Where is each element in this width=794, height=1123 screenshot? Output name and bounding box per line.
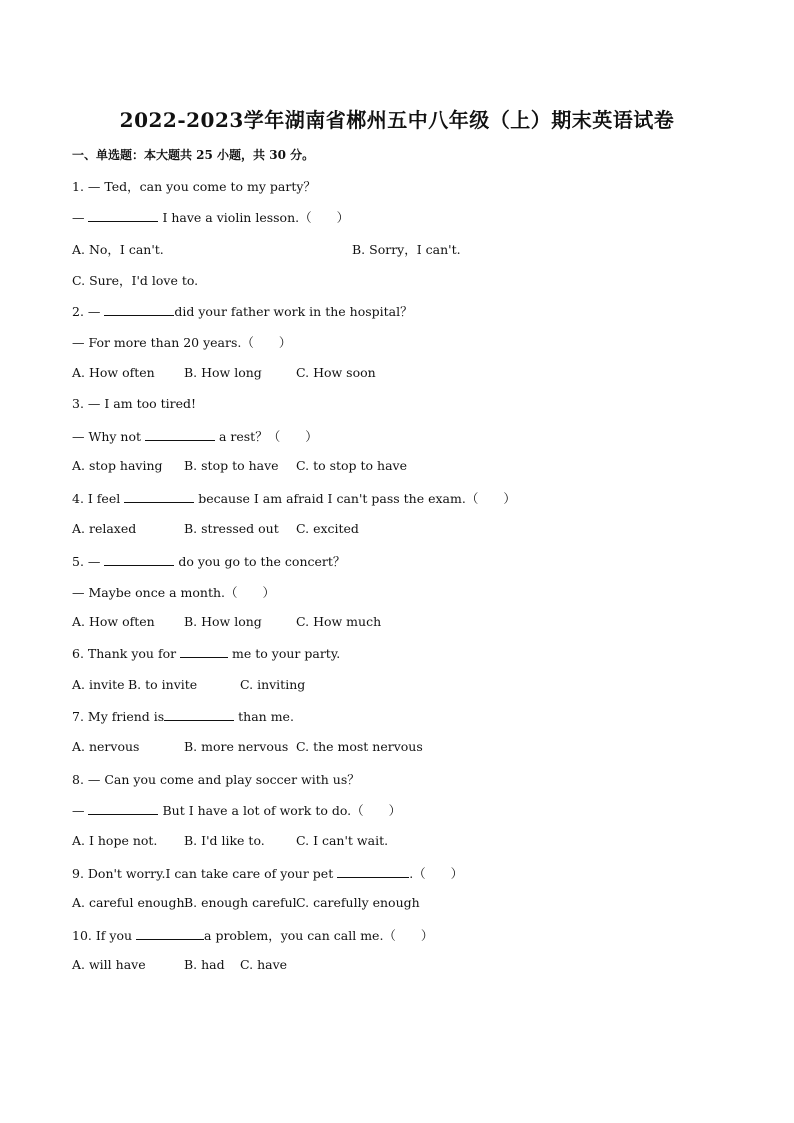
page-title: 2022-2023学年湖南省郴州五中八年级（上）期末英语试卷: [119, 108, 675, 132]
question-1-option-c: C. Sure，I'd love to.: [72, 273, 199, 288]
question-3-option-a: A. stop having: [72, 458, 163, 473]
question-8-option-a: A. I hope not.: [72, 833, 158, 848]
answer-blank: [180, 645, 228, 658]
question-1-option-b: B. Sorry，I can't.: [352, 242, 461, 257]
answer-blank: [88, 209, 158, 222]
question-8-reply: [72, 801, 401, 819]
answer-blank: [88, 802, 158, 815]
question-1-reply-suffix: I have a violin lesson.（ ）: [158, 210, 350, 225]
section-heading: 一、单选题：本大题共 25 小题，共 30 分。: [72, 148, 315, 162]
question-5-option-c: C. How much: [296, 614, 382, 629]
question-2-option-a: A. How often: [72, 365, 155, 380]
question-7-option-b: B. more nervous: [184, 739, 289, 754]
question-10-option-c: C. have: [240, 957, 288, 972]
question-3-reply-suffix: a rest？（ ）: [214, 429, 318, 444]
question-2-stem: [72, 302, 413, 320]
question-7-stem-suffix: than me.: [234, 709, 294, 724]
question-10-stem-prefix: 10. If you: [72, 928, 137, 943]
question-3-reply-prefix: — Why not: [72, 429, 145, 444]
question-7-option-a: A. nervous: [72, 739, 140, 754]
question-3-option-b: B. stop to have: [184, 458, 279, 473]
question-6-stem-suffix: me to your party.: [228, 646, 341, 661]
question-6-stem: [72, 645, 340, 661]
question-3-option-c: C. to stop to have: [296, 458, 408, 473]
question-5-stem-prefix: 5. —: [72, 554, 105, 569]
question-1-reply: [72, 208, 349, 226]
question-3-stem: 3. — I am too tired!: [72, 396, 197, 411]
question-7-option-c: C. the most nervous: [296, 739, 423, 754]
question-3-reply: [72, 427, 318, 445]
question-4-option-a: A. relaxed: [72, 521, 137, 536]
question-8-option-b: B. I'd like to.: [184, 833, 265, 848]
question-6-option-c: C. inviting: [240, 677, 306, 692]
question-9-option-c: C. carefully enough: [296, 895, 420, 910]
question-9-option-a: A. careful enough: [72, 895, 185, 910]
question-8-reply-prefix: —: [72, 803, 89, 818]
question-7-stem-prefix: 7. My friend is: [72, 709, 165, 724]
question-9-option-b: B. enough careful: [184, 895, 297, 910]
question-4-stem: [72, 489, 516, 507]
question-8-reply-suffix: But I have a lot of work to do.（ ）: [158, 803, 402, 818]
question-8-stem: 8. — Can you come and play soccer with us？: [72, 772, 360, 787]
question-9-stem-prefix: 9. Don't worry.I can take care of your pet: [72, 866, 338, 881]
answer-blank: [104, 303, 174, 316]
answer-blank: [164, 708, 234, 721]
question-1-reply-prefix: —: [72, 210, 89, 225]
question-7-stem: [72, 708, 294, 724]
answer-blank: [136, 927, 204, 940]
question-6-option-b: B. to invite: [128, 677, 198, 692]
question-10-option-a: A. will have: [72, 957, 146, 972]
question-2-stem-prefix: 2. —: [72, 304, 105, 319]
question-5-stem: [72, 552, 345, 570]
question-2-stem-suffix: did your father work in the hospital？: [174, 304, 413, 319]
question-10-stem-suffix: a problem，you can call me.（ ）: [204, 928, 434, 943]
question-4-option-c: C. excited: [296, 521, 359, 536]
question-2-option-b: B. How long: [184, 365, 262, 380]
question-6-option-a: A. invite: [72, 677, 125, 692]
question-2-reply: — For more than 20 years.（ ）: [72, 335, 292, 350]
question-5-option-a: A. How often: [72, 614, 155, 629]
answer-blank: [124, 490, 194, 503]
question-4-stem-prefix: 4. I feel: [72, 491, 125, 506]
answer-blank: [145, 428, 215, 441]
question-5-option-b: B. How long: [184, 614, 262, 629]
answer-blank: [104, 553, 174, 566]
question-5-reply: — Maybe once a month.（ ）: [72, 585, 276, 600]
question-4-stem-suffix: because I am afraid I can't pass the exam.（ ）: [194, 491, 516, 506]
question-8-option-c: C. I can't wait.: [296, 833, 389, 848]
question-9-stem: [72, 864, 463, 882]
question-6-stem-prefix: 6. Thank you for: [72, 646, 181, 661]
question-4-option-b: B. stressed out: [184, 521, 279, 536]
question-5-stem-suffix: do you go to the concert？: [174, 554, 346, 569]
question-10-stem: [72, 926, 433, 944]
question-9-stem-suffix: .（ ）: [409, 866, 464, 881]
question-1-option-a: A. No，I can't.: [72, 242, 164, 257]
question-10-option-b: B. had: [184, 957, 225, 972]
question-1-stem: 1. — Ted，can you come to my party？: [72, 179, 316, 194]
answer-blank: [337, 865, 409, 878]
question-2-option-c: C. How soon: [296, 365, 376, 380]
